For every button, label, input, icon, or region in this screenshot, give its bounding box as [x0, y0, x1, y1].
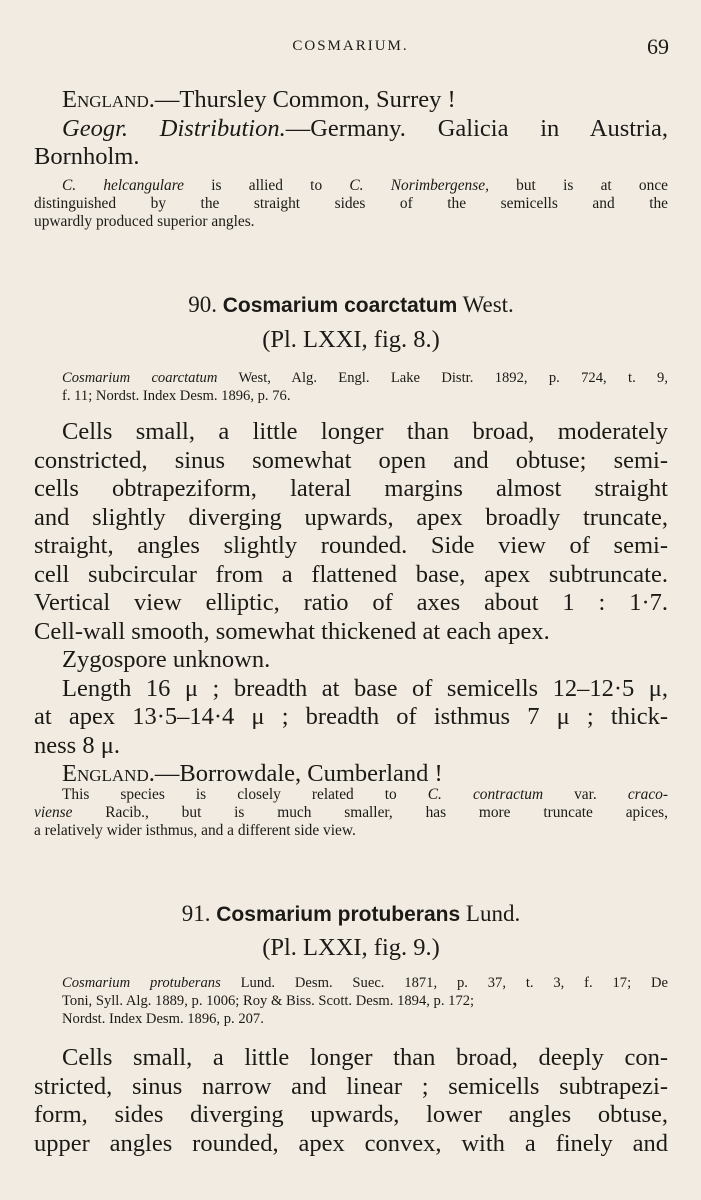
desc-line: Cell-wall smooth, somewhat thickened at each apex.: [34, 617, 550, 645]
geogr-line-2: Bornholm.: [34, 143, 140, 170]
england-text: —Borrowdale, Cumberland !: [154, 760, 443, 787]
desc-line: form, sides diverging upwards, lower angles obtuse,: [34, 1101, 668, 1128]
species-number: 91.: [181, 901, 211, 926]
species-ref: viense: [34, 804, 73, 821]
running-head: COSMARIUM.: [292, 38, 409, 54]
species-ref: craco-: [627, 786, 668, 803]
note-text: is allied to: [184, 177, 350, 194]
species-90-references: [34, 369, 668, 405]
species-90-note: [34, 786, 668, 840]
desc-line: constricted, sinus somewhat open and obtuse; semi-: [34, 446, 668, 474]
note-line-2: distinguished by the straight sides of the semicells and the: [34, 195, 668, 212]
note-line-2: [34, 804, 668, 822]
desc-line: Vertical view elliptic, ratio of axes about 1 : 1·7.: [34, 589, 668, 616]
england-label: England.: [62, 86, 155, 113]
note-text: but is at once: [488, 177, 668, 194]
note-line-1: [34, 786, 668, 804]
geogr-line: [34, 115, 668, 144]
species-91-plate: (Pl. LXXI, fig. 9.): [262, 934, 440, 961]
species-ref: C. helcangulare: [62, 177, 184, 194]
ref-line-2: f. 11; Nordst. Index Desm. 1896, p. 76.: [62, 388, 291, 404]
ref-line-1: [34, 974, 668, 992]
england-label: England.: [62, 760, 155, 787]
england-line: [34, 760, 668, 789]
desc-line: Cells small, a little longer than broad, deeply con-: [62, 1044, 668, 1071]
species-91-references: [34, 974, 668, 1028]
ref-line-2: Toni, Syll. Alg. 1889, p. 1006; Roy & Biss. Scott. Desm. 1894, p. 172;: [62, 993, 475, 1009]
ref-line-3: Nordst. Index Desm. 1896, p. 207.: [62, 1011, 264, 1027]
measure-line: ness 8 μ.: [34, 731, 120, 759]
distribution-block: [34, 86, 668, 172]
species-author: Lund.: [460, 901, 521, 926]
species-ref: C. contractum: [427, 786, 544, 803]
note-text: Racib., but is much smaller, has more truncate apices,: [72, 804, 668, 821]
measure-line: at apex 13·5–14·4 μ ; breadth of isthmus 7 μ ; thick-: [34, 703, 668, 730]
note-line-1: [34, 177, 668, 195]
species-name: Cosmarium coarctatum: [222, 294, 458, 317]
desc-line: cells obtrapeziform, lateral margins almost straight: [34, 475, 668, 502]
measure-line: Length 16 μ ; breadth at base of semicells 12–12·5 μ,: [62, 674, 668, 702]
species-number: 90.: [188, 292, 217, 317]
species-90-heading: [34, 290, 668, 321]
page-number: 69: [647, 34, 669, 59]
zygospore-line: Zygospore unknown.: [62, 646, 271, 673]
note-line-3: a relatively wider isthmus, and a different side view.: [34, 822, 356, 839]
species-91-description: [34, 1044, 668, 1158]
desc-line: and slightly diverging upwards, apex broadly truncate,: [34, 503, 668, 531]
species-ref: C. Norimbergense,: [349, 177, 489, 194]
england-line: [34, 86, 668, 115]
species-author: West.: [457, 292, 514, 317]
ref-text: West, Alg. Engl. Lake Distr. 1892, p. 724, t. 9,: [217, 370, 668, 386]
species-ref: Cosmarium protuberans: [62, 975, 221, 991]
species-91-heading: [34, 899, 668, 930]
desc-line: cell subcircular from a flattened base, apex subtruncate.: [34, 560, 668, 588]
geogr-label: Geogr. Distribution.: [62, 114, 286, 142]
ref-text: Lund. Desm. Suec. 1871, p. 37, t. 3, f. 17; De: [220, 975, 668, 991]
species-90-description: [34, 418, 668, 789]
species-ref: Cosmarium coarctatum: [62, 370, 218, 386]
england-text: —Thursley Common, Surrey !: [154, 86, 456, 113]
ref-line-1: [34, 369, 668, 387]
note-text: This species is closely related to: [62, 786, 428, 803]
note-text: var.: [543, 786, 628, 803]
desc-line: stricted, sinus narrow and linear ; semicells subtrapezi-: [34, 1072, 668, 1100]
desc-line: straight, angles slightly rounded. Side view of semi-: [34, 532, 668, 559]
page-header: [0, 34, 701, 64]
species-90-plate: (Pl. LXXI, fig. 8.): [262, 326, 440, 353]
note-block: [34, 177, 668, 231]
geogr-text: —Germany. Galicia in Austria,: [285, 114, 668, 142]
species-name: Cosmarium protuberans: [216, 903, 461, 926]
desc-line: upper angles rounded, apex convex, with a finely and: [34, 1129, 668, 1157]
note-line-3: upwardly produced superior angles.: [34, 213, 255, 230]
desc-line: Cells small, a little longer than broad, moderately: [62, 418, 668, 445]
